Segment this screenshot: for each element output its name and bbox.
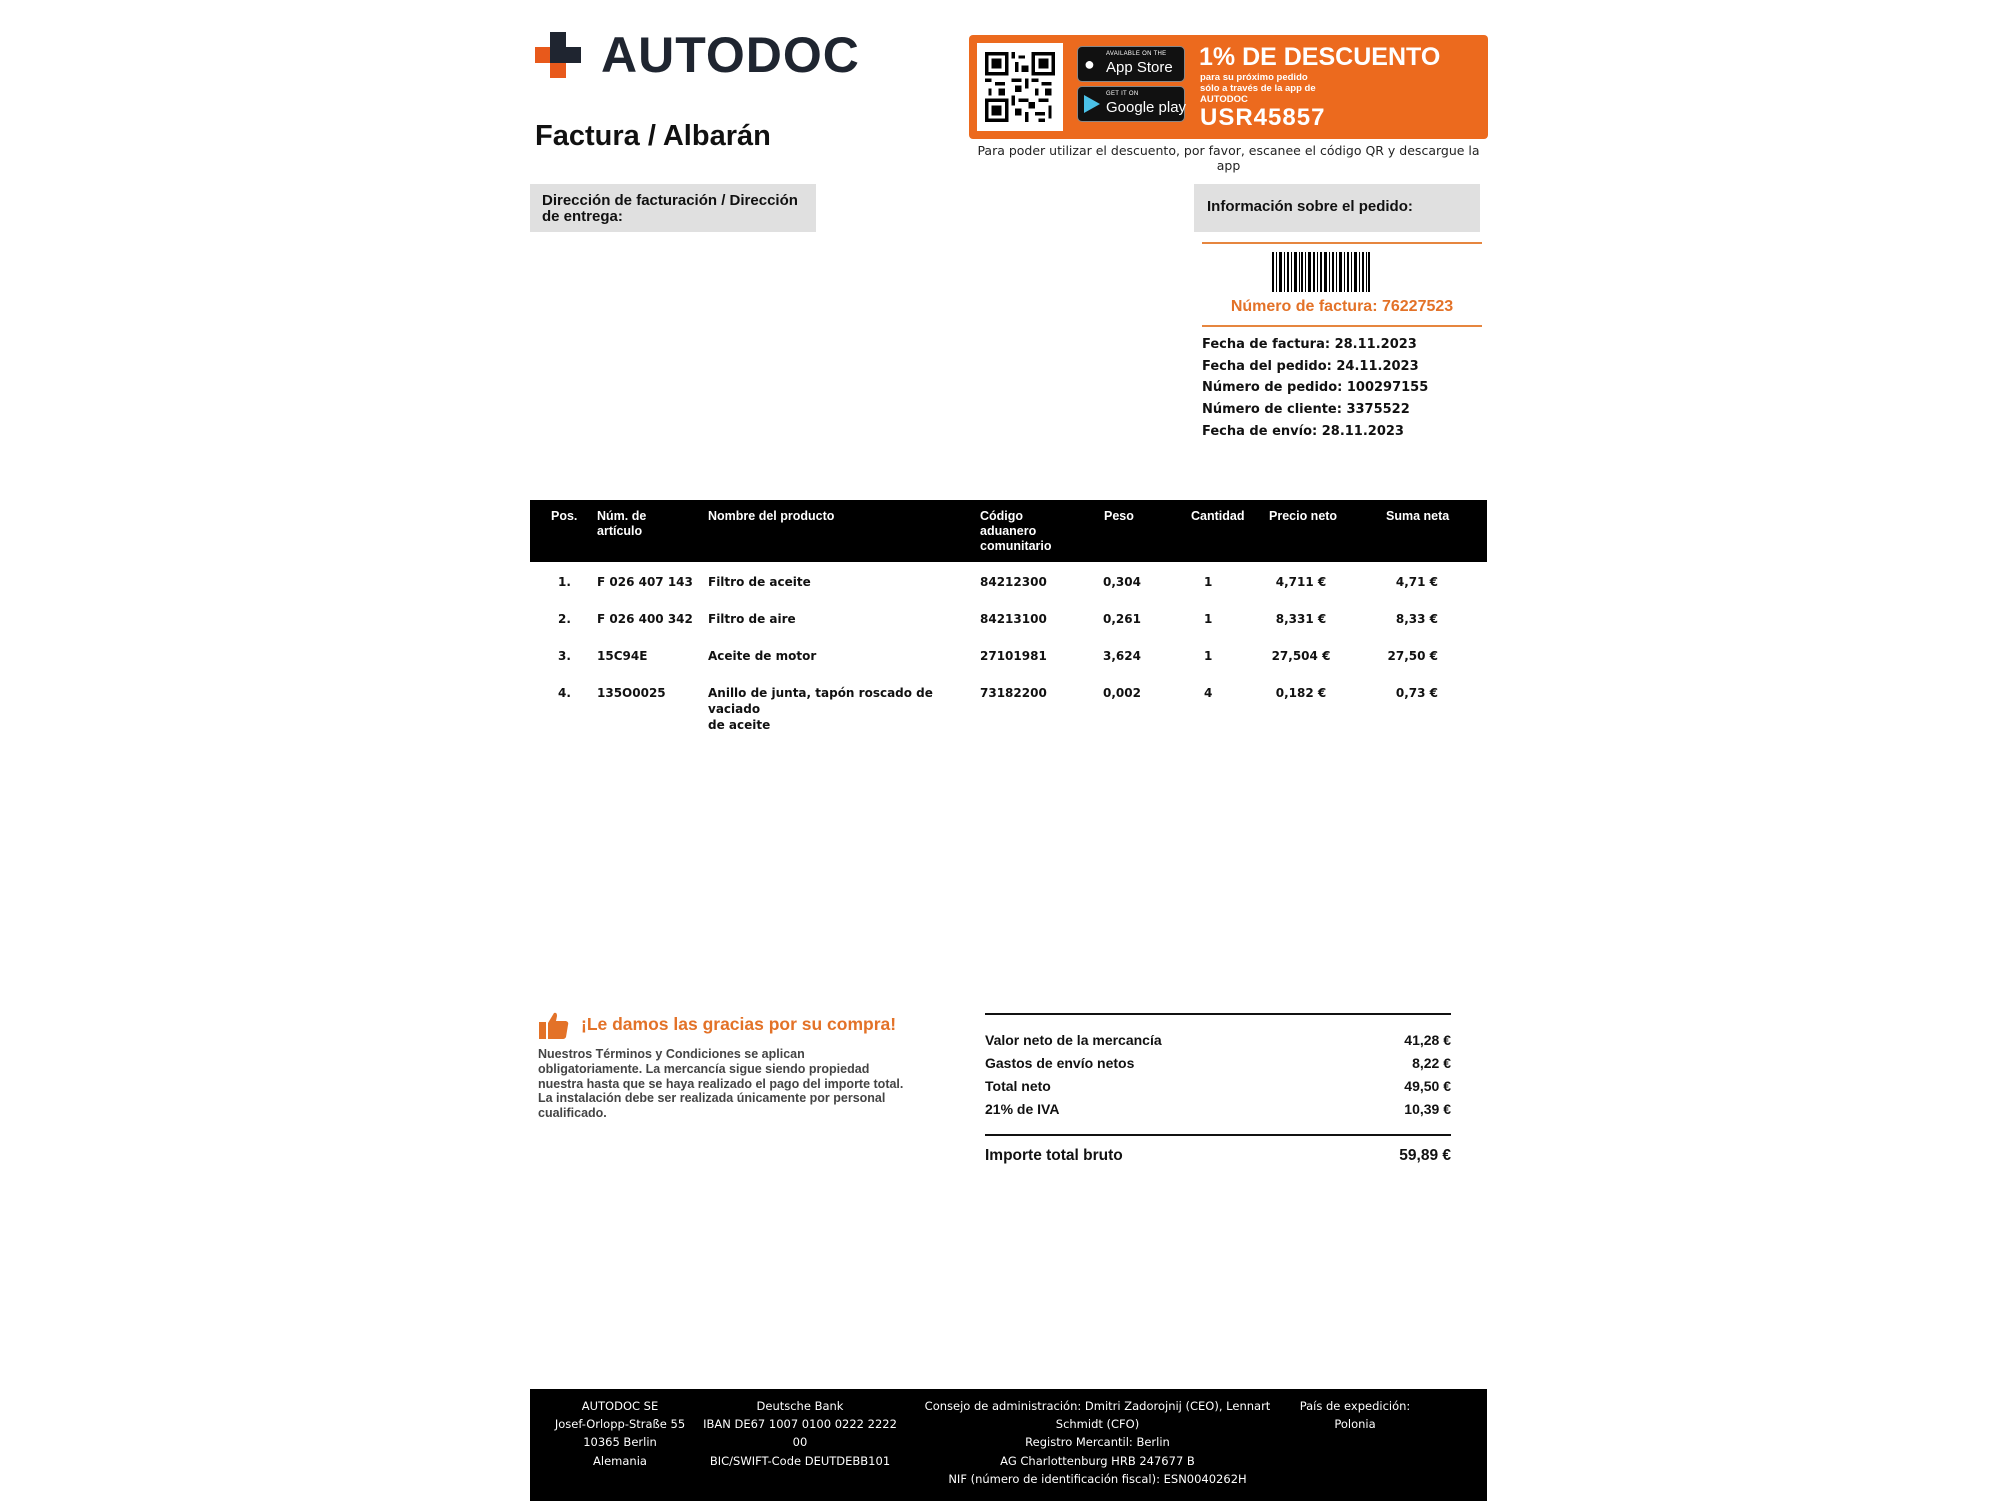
divider [985, 1134, 1451, 1136]
row-net-price: 8,331 € [1275, 612, 1327, 626]
footer-company: AUTODOC SE Josef-Orlopp-Straße 55 10365 Berlin Alemania [554, 1399, 686, 1468]
terms-text: Nuestros Términos y Condiciones se aplican obligatoriamente. La mercancía sigue siendo propiedad nuestra hasta que se haya realizado el pago del importe total. La instalación debe ser realizada únicamente por personal cualificado. [538, 1047, 904, 1121]
row-quantity: 1 [1204, 612, 1213, 626]
total-row-goods-net [985, 1032, 1451, 1048]
total-row-shipping [985, 1055, 1451, 1071]
column-header-line: Código [980, 509, 1024, 523]
app-store-button[interactable] [1077, 46, 1185, 82]
invoice-date: Fecha de factura: 28.11.2023 [1202, 337, 1417, 352]
row-pos: 3. [558, 649, 571, 663]
app-store-label: App Store [1106, 59, 1173, 76]
column-header-net-price: Precio neto [1269, 509, 1338, 523]
total-value: 59,89 € [1399, 1147, 1451, 1164]
address-heading [530, 184, 816, 232]
row-product [708, 574, 958, 590]
total-label: Valor neto de la mercancía [985, 1032, 1162, 1048]
row-weight: 0,304 [1103, 575, 1141, 589]
table-row [530, 562, 1487, 599]
total-value: 10,39 € [1404, 1101, 1451, 1117]
column-header-weight: Peso [1104, 509, 1134, 523]
table-row [530, 599, 1487, 636]
table-row [530, 673, 1487, 732]
divider [1202, 242, 1482, 244]
row-weight: 3,624 [1103, 649, 1141, 663]
row-net-sum: 8,33 € [1395, 612, 1438, 626]
total-label: Gastos de envío netos [985, 1055, 1135, 1071]
row-product [708, 685, 968, 733]
shipping-date: Fecha de envío: 28.11.2023 [1202, 423, 1404, 439]
total-label: Total neto [985, 1078, 1051, 1094]
row-net-sum: 0,73 € [1395, 686, 1438, 700]
row-weight: 0,261 [1103, 612, 1141, 626]
barcode-icon [1272, 252, 1370, 292]
google-play-small-label: GET IT ON [1106, 91, 1139, 97]
customer-number: Número de cliente: 3375522 [1202, 402, 1410, 418]
column-header-pos: Pos. [551, 509, 578, 523]
discount-subtext [1200, 72, 1360, 105]
total-row-net [985, 1078, 1451, 1094]
row-quantity: 1 [1204, 575, 1213, 589]
row-net-price: 27,504 € [1271, 649, 1331, 663]
column-header-line: comunitario [980, 539, 1052, 553]
order-date: Fecha del pedido: 24.11.2023 [1202, 358, 1419, 374]
items-table-header [530, 500, 1487, 562]
column-header-line: Núm. de [597, 509, 647, 523]
row-product-line: Anillo de junta, tapón roscado de vaciado [708, 686, 933, 716]
row-article: F 026 407 143 [597, 575, 693, 589]
total-value: 49,50 € [1404, 1078, 1451, 1094]
autodoc-logo [535, 27, 895, 83]
total-row-vat [985, 1101, 1451, 1117]
row-net-price: 0,182 € [1275, 686, 1327, 700]
total-value: 8,22 € [1412, 1055, 1451, 1071]
row-weight: 0,002 [1103, 686, 1141, 700]
row-customs-code: 84212300 [980, 575, 1047, 589]
row-article: 135O0025 [597, 686, 666, 700]
column-header-product: Nombre del producto [708, 509, 835, 523]
row-product-line: Filtro de aceite [708, 575, 811, 589]
row-customs-code: 73182200 [980, 686, 1047, 700]
column-header-quantity: Cantidad [1191, 509, 1245, 523]
google-play-icon [1084, 95, 1100, 113]
row-product [708, 611, 958, 627]
row-article: 15C94E [597, 649, 648, 663]
row-product-line: Filtro de aire [708, 612, 796, 626]
row-pos: 4. [558, 686, 571, 700]
app-store-small-label: AVAILABLE ON THE [1106, 51, 1167, 57]
total-label: 21% de IVA [985, 1101, 1060, 1117]
row-customs-code: 27101981 [980, 649, 1047, 663]
divider [1202, 325, 1482, 327]
order-info-heading: Información sobre el pedido: [1194, 184, 1480, 232]
discount-banner [969, 35, 1488, 139]
google-play-label: Google play [1106, 99, 1187, 116]
footer-shipping-country: País de expedición: Polonia [1299, 1399, 1411, 1432]
row-pos: 2. [558, 612, 571, 626]
row-article: F 026 400 342 [597, 612, 693, 626]
total-value: 41,28 € [1404, 1032, 1451, 1048]
row-product [708, 648, 958, 664]
qr-code-icon [977, 43, 1063, 131]
footer-bank: Deutsche Bank IBAN DE67 1007 0100 0222 2222 00 BIC/SWIFT-Code DEUTDEBB101 [703, 1399, 897, 1468]
google-play-button[interactable] [1077, 86, 1185, 122]
row-quantity: 4 [1204, 686, 1213, 700]
column-header-net-sum: Suma neta [1386, 509, 1450, 523]
row-product-line: Aceite de motor [708, 649, 817, 663]
autodoc-cross-icon [535, 32, 581, 78]
divider [985, 1013, 1451, 1015]
row-product-line: de aceite [708, 718, 771, 732]
column-header-line: artículo [597, 524, 643, 538]
row-quantity: 1 [1204, 649, 1213, 663]
row-pos: 1. [558, 575, 571, 589]
row-net-sum: 4,71 € [1395, 575, 1438, 589]
discount-code: USR45857 [1200, 104, 1326, 131]
address-heading-line: de entrega: [542, 208, 623, 225]
discount-subtext-line: AUTODOC [1200, 94, 1248, 105]
row-customs-code: 84213100 [980, 612, 1047, 626]
row-net-sum: 27,50 € [1387, 649, 1438, 663]
thumbs-up-icon [538, 1009, 570, 1041]
invoice-number: Número de factura: 76227523 [1230, 298, 1454, 315]
discount-subtext-line: sólo a través de la app de [1200, 83, 1316, 94]
address-heading-line: Dirección de facturación / Dirección [542, 192, 798, 209]
document-title: Factura / Albarán [535, 120, 771, 152]
row-net-price: 4,711 € [1275, 575, 1327, 589]
discount-subtext-line: para su próximo pedido [1200, 72, 1308, 83]
column-header-line: aduanero [980, 524, 1037, 538]
column-header-customs-code [980, 509, 1052, 554]
discount-headline: 1% DE DESCUENTO [1199, 43, 1441, 71]
table-row [530, 636, 1487, 673]
total-row-gross [985, 1147, 1451, 1165]
column-header-article [597, 509, 646, 539]
order-info-list [1202, 334, 1428, 443]
discount-note: Para poder utilizar el descuento, por favor, escanee el código QR y descargue la app [977, 143, 1480, 173]
apple-icon: ● [1084, 54, 1095, 74]
footer [530, 1389, 1487, 1501]
thanks-title: ¡Le damos las gracias por su compra! [581, 1014, 897, 1034]
order-number: Número de pedido: 100297155 [1202, 380, 1429, 396]
brand-name: AUTODOC [601, 27, 860, 83]
total-label: Importe total bruto [985, 1147, 1123, 1164]
footer-board: Consejo de administración: Dmitri Zadorojnij (CEO), Lennart Schmidt (CFO) Registro Mercantil: Berlin AG Charlottenburg HRB 247677 B NIF (número de identificación fiscal): ESN0040262H [924, 1399, 1271, 1486]
